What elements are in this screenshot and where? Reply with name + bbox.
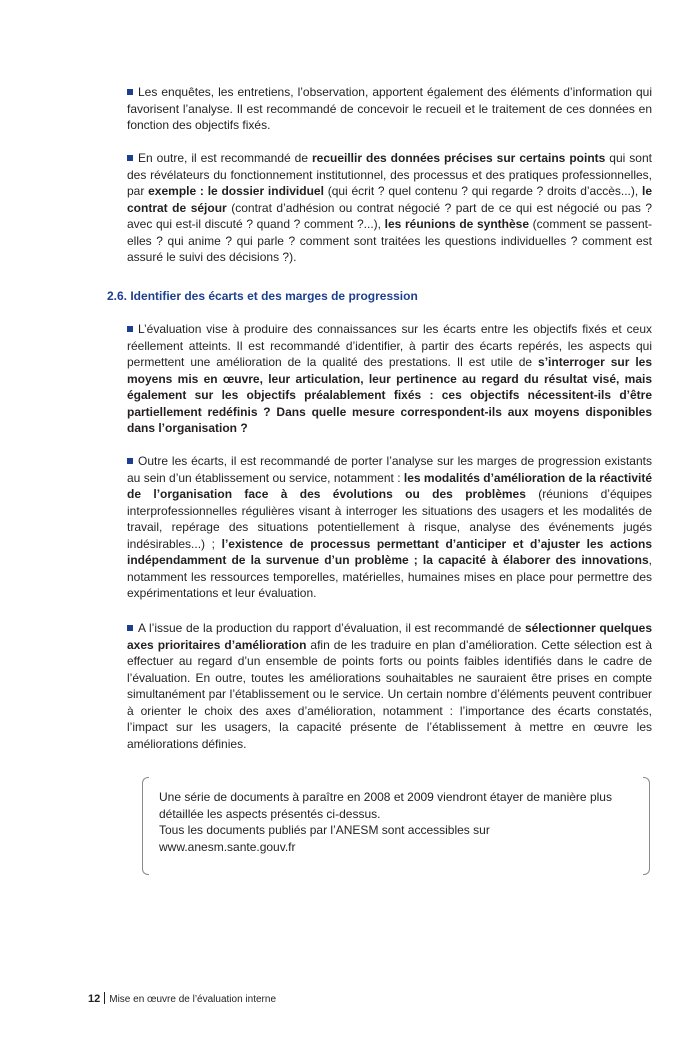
bullet-text: (comment se passent-elles ? qui anime ? qui parle ? comment sont traitées les questions individuelles ? comment est assuré le suivi des décisions ?). — [127, 217, 652, 264]
bullet-text: A l’issue de la production du rapport d’évaluation, il est recommandé de — [138, 621, 525, 635]
bullet-en-outre — [127, 150, 652, 266]
bullet-text-bold: le contrat de séjour — [127, 184, 653, 215]
note-link[interactable]: www.anesm.sante.gouv.fr — [159, 839, 296, 854]
bullet-text: (réunions d’équipes interprofessionnelles régulières visant à interroger les situations des usagers et les modalités de travail, repérage des situations potentiellement à risque, analyse des événements jugés indésirables...) ; — [127, 487, 652, 551]
note-bracket-right — [643, 777, 650, 875]
footer-separator — [104, 992, 105, 1004]
bullet-text-bold: les réunions de synthèse — [384, 217, 529, 231]
bullet-square-icon — [127, 89, 133, 95]
bullet-text: , notamment les ressources temporelles, matérielles, humaines mises en place pour permettre des expérimentations et leur évaluation. — [127, 553, 652, 600]
bullet-text-bold: sélectionner quelques axes prioritaires d’amélioration — [127, 621, 652, 652]
bullet-text: En outre, il est recommandé de — [138, 151, 312, 165]
bullet-text: Outre les écarts, il est recommandé de porter l’analyse sur les marges de progression existants au sein d’un établissement ou service, notamment : — [127, 454, 652, 485]
bullet-text-bold: s’interroger sur les moyens mis en œuvre, leur articulation, leur pertinence au regard du résultat visé, mais également sur les objectifs préalablement fixés : ces objectifs nécessitent-ils d’être partiellement redéfinis ? Dans quelle mesure correspondent-ils aux moyens disponibles dans l’organisation ? — [127, 355, 653, 435]
bullet-square-icon — [127, 458, 133, 464]
bullet-square-icon — [127, 625, 133, 631]
note-bracket-left — [142, 777, 149, 875]
note-line-2: Tous les documents publiés par l’ANESM sont accessibles sur — [159, 823, 490, 837]
bullet-text: qui sont des révélateurs du fonctionnement institutionnel, des processus et des pratiques professionnelles, par — [127, 151, 652, 198]
bullet-enquetes — [127, 84, 652, 134]
bullet-text: L’évaluation vise à produire des connaissances sur les écarts entre les objectifs fixés et ceux réellement atteints. Il est recommandé d’identifier, à partir des écarts repérés, les aspects qui permettent une amélioration de la qualité des prestations. Il est utile de — [127, 322, 652, 369]
page-footer — [88, 992, 276, 1005]
bullet-square-icon — [127, 155, 133, 161]
bullet-text-bold: les modalités d’amélioration de la réactivité de l’organisation face à des évolutions ou des problèmes — [127, 470, 652, 501]
note-text — [159, 789, 639, 855]
footer-label: Mise en œuvre de l’évaluation interne — [109, 994, 277, 1005]
bullet-text-bold: recueillir des données précises sur certains points — [311, 151, 606, 165]
note-line-1: Une série de documents à paraître en 2008 et 2009 viendront étayer de manière plus détaillée les aspects présentés ci-dessus. — [159, 790, 612, 821]
page-number: 12 — [88, 993, 101, 1005]
bullet-text: Les enquêtes, les entretiens, l’observation, apportent également des éléments d’information qui favorisent l’analyse. Il est recommandé de concevoir le recueil et le traitement de ces données en fonction des objectifs fixés. — [127, 85, 652, 132]
note-box — [142, 777, 650, 875]
bullet-text: (qui écrit ? quel contenu ? qui regarde ? droits d’accès...), — [323, 184, 642, 198]
bullet-text: afin de les traduire en plan d’amélioration. Cette sélection est à effectuer au regard d’un ensemble de points forts ou points faibles identifiés dans le cadre de l’évaluation. En outre, toutes les améliorations souhaitables ne sauraient être prises en compte simultanément par l’établissement ou le service. Un certain nombre d’éléments peuvent contribuer à orienter le choix des axes d’amélioration, notamment : l’importance des écarts constatés, l’impact sur les usagers, la capacité présente de l’établissement à mettre en œuvre les améliorations définies. — [127, 637, 652, 751]
bullet-outre-les-ecarts — [127, 453, 652, 602]
bullet-evaluation-vise — [127, 321, 652, 437]
bullet-a-l-issue — [127, 620, 652, 752]
bullet-text: (contrat d’adhésion ou contrat négocié ? part de ce qui est négocié ou pas ? avec qui est-il discuté ? quand ? comment ?...), — [127, 200, 653, 231]
bullet-text-bold: exemple : le dossier individuel — [148, 184, 324, 198]
bullet-square-icon — [127, 326, 133, 332]
bullet-text-bold: l’existence de processus permettant d’anticiper et d’ajuster les actions indépendamment de la survenue d’un problème ; la capacité à élaborer des innovations — [127, 536, 652, 567]
section-heading: 2.6. Identifier des écarts et des marges de progression — [107, 289, 418, 303]
